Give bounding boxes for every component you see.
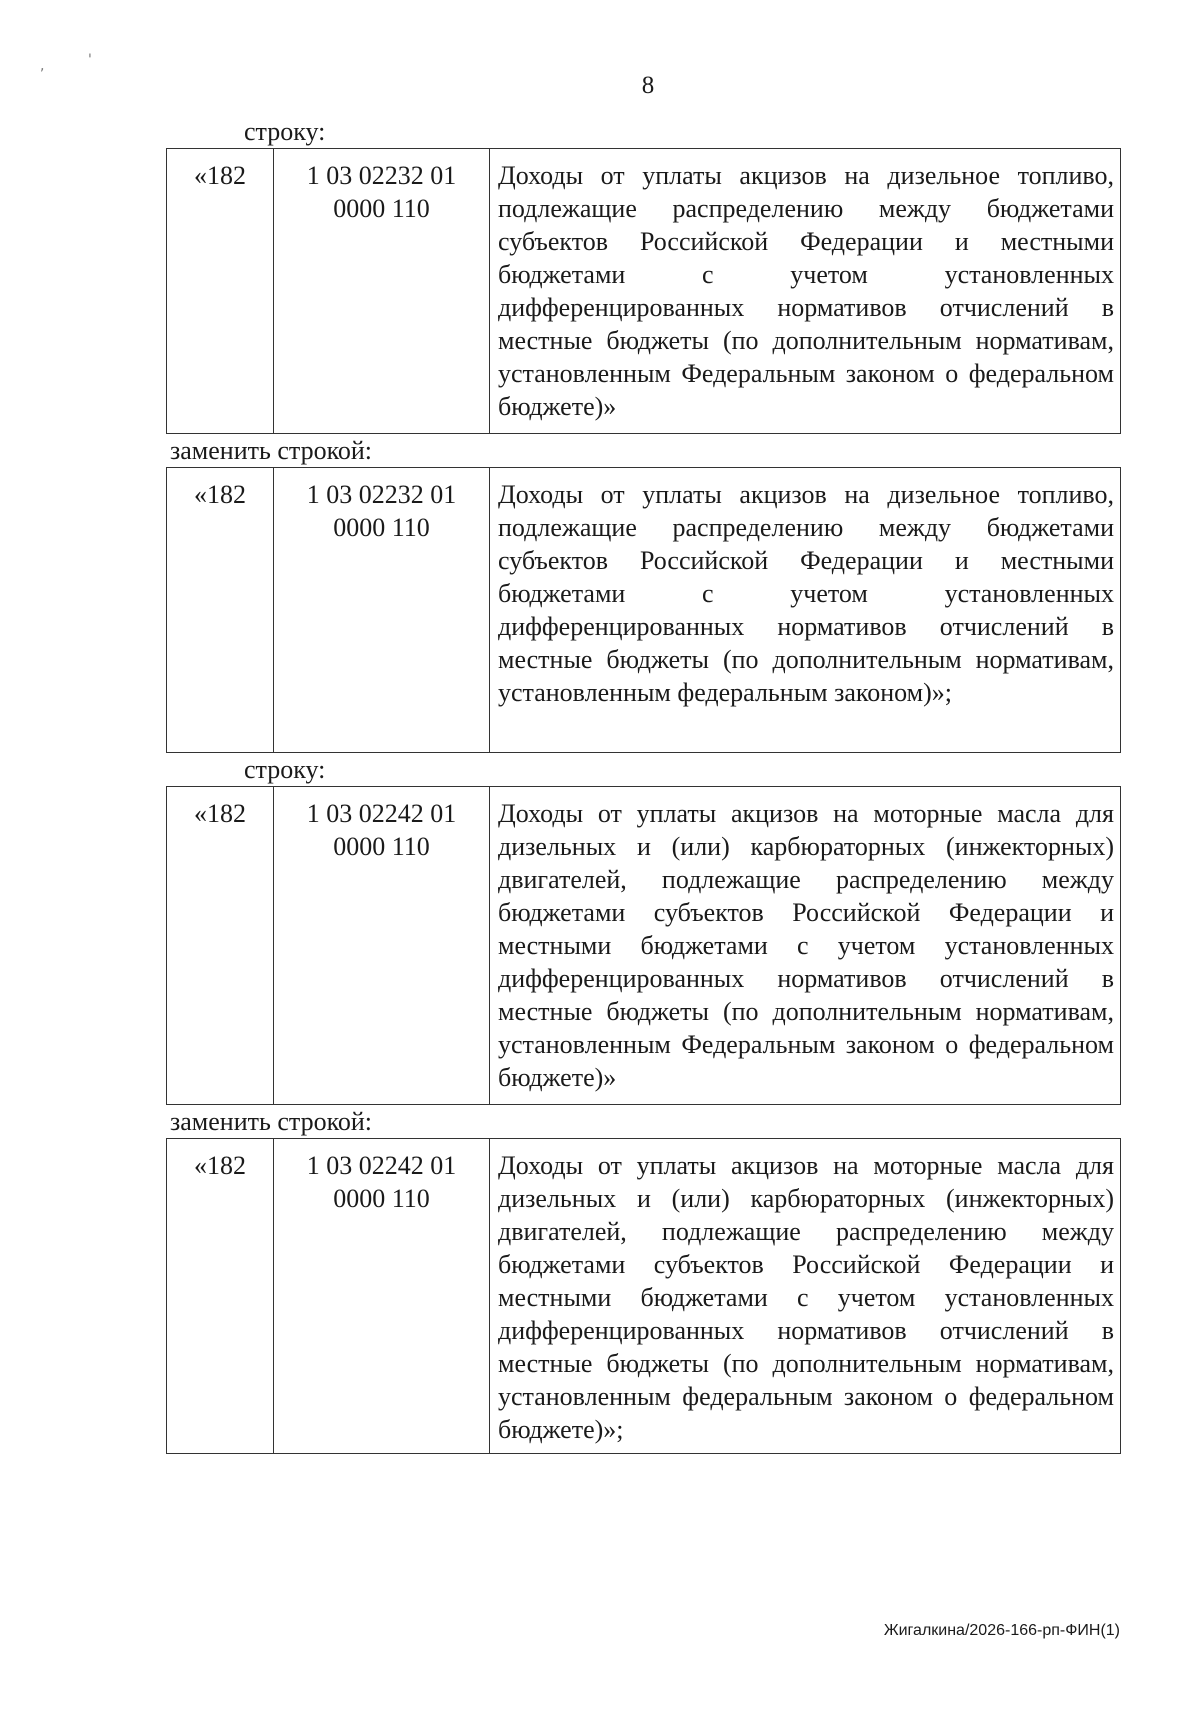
kbk-code-cell: [274, 149, 490, 433]
block-intro: строку:: [244, 755, 326, 784]
block-intro: заменить строкой:: [170, 436, 373, 465]
block-intro: строку:: [244, 117, 326, 146]
code-prefix-cell: «182: [167, 787, 274, 1104]
scan-speck: ': [88, 52, 92, 68]
table-row: [166, 148, 1121, 434]
scan-speck: ,: [40, 58, 45, 74]
kbk-code-line1: 1 03 02232 01: [306, 161, 457, 190]
kbk-code-line1: 1 03 02232 01: [306, 480, 457, 509]
income-description-cell: Доходы от уплаты акцизов на дизельное топливо, подлежащие распределению между бюджетами субъектов Российской Федерации и местными бюджетами с учетом установленных дифференцированных нормативов отчислений в местные бюджеты (по дополнительным нормативам, установленным федеральным законом)»;: [498, 480, 1114, 707]
income-description-cell: Доходы от уплаты акцизов на моторные масла для дизельных и (или) карбюраторных (инжекторных) двигателей, подлежащие распределению между бюджетами субъектов Российской Федерации и местными бюджетами с учетом установленных дифференцированных нормативов отчислений в местные бюджеты (по дополнительным нормативам, установленным Федеральным законом о федеральном бюджете)»: [498, 799, 1114, 1092]
kbk-code-cell: [274, 1139, 490, 1453]
table-row: [166, 1138, 1121, 1454]
block-intro: заменить строкой:: [170, 1107, 373, 1136]
kbk-code-cell: [274, 787, 490, 1104]
kbk-code-line1: 1 03 02242 01: [306, 1151, 457, 1180]
income-description-cell: Доходы от уплаты акцизов на моторные масла для дизельных и (или) карбюраторных (инжекторных) двигателей, подлежащие распределению между бюджетами субъектов Российской Федерации и местными бюджетами с учетом установленных дифференцированных нормативов отчислений в местные бюджеты (по дополнительным нормативам, установленным федеральным законом о федеральном бюджете)»;: [498, 1151, 1114, 1444]
document-footer: Жигалкина/2026-166-рп-ФИН(1): [883, 1622, 1120, 1639]
code-prefix-cell: «182: [167, 149, 274, 433]
kbk-code-line1: 1 03 02242 01: [306, 799, 457, 828]
table-row: [166, 786, 1121, 1105]
code-prefix-cell: «182: [167, 468, 274, 752]
table-row: [166, 467, 1121, 753]
kbk-code-line2: 0000 110: [333, 1184, 430, 1213]
kbk-code-line2: 0000 110: [333, 513, 430, 542]
kbk-code-line2: 0000 110: [333, 194, 430, 223]
kbk-code-line2: 0000 110: [333, 832, 430, 861]
page-number: 8: [641, 72, 655, 99]
kbk-code-cell: [274, 468, 490, 752]
income-description-cell: Доходы от уплаты акцизов на дизельное топливо, подлежащие распределению между бюджетами субъектов Российской Федерации и местными бюджетами с учетом установленных дифференцированных нормативов отчислений в местные бюджеты (по дополнительным нормативам, установленным Федеральным законом о федеральном бюджете)»: [498, 161, 1114, 421]
code-prefix-cell: «182: [167, 1139, 274, 1453]
